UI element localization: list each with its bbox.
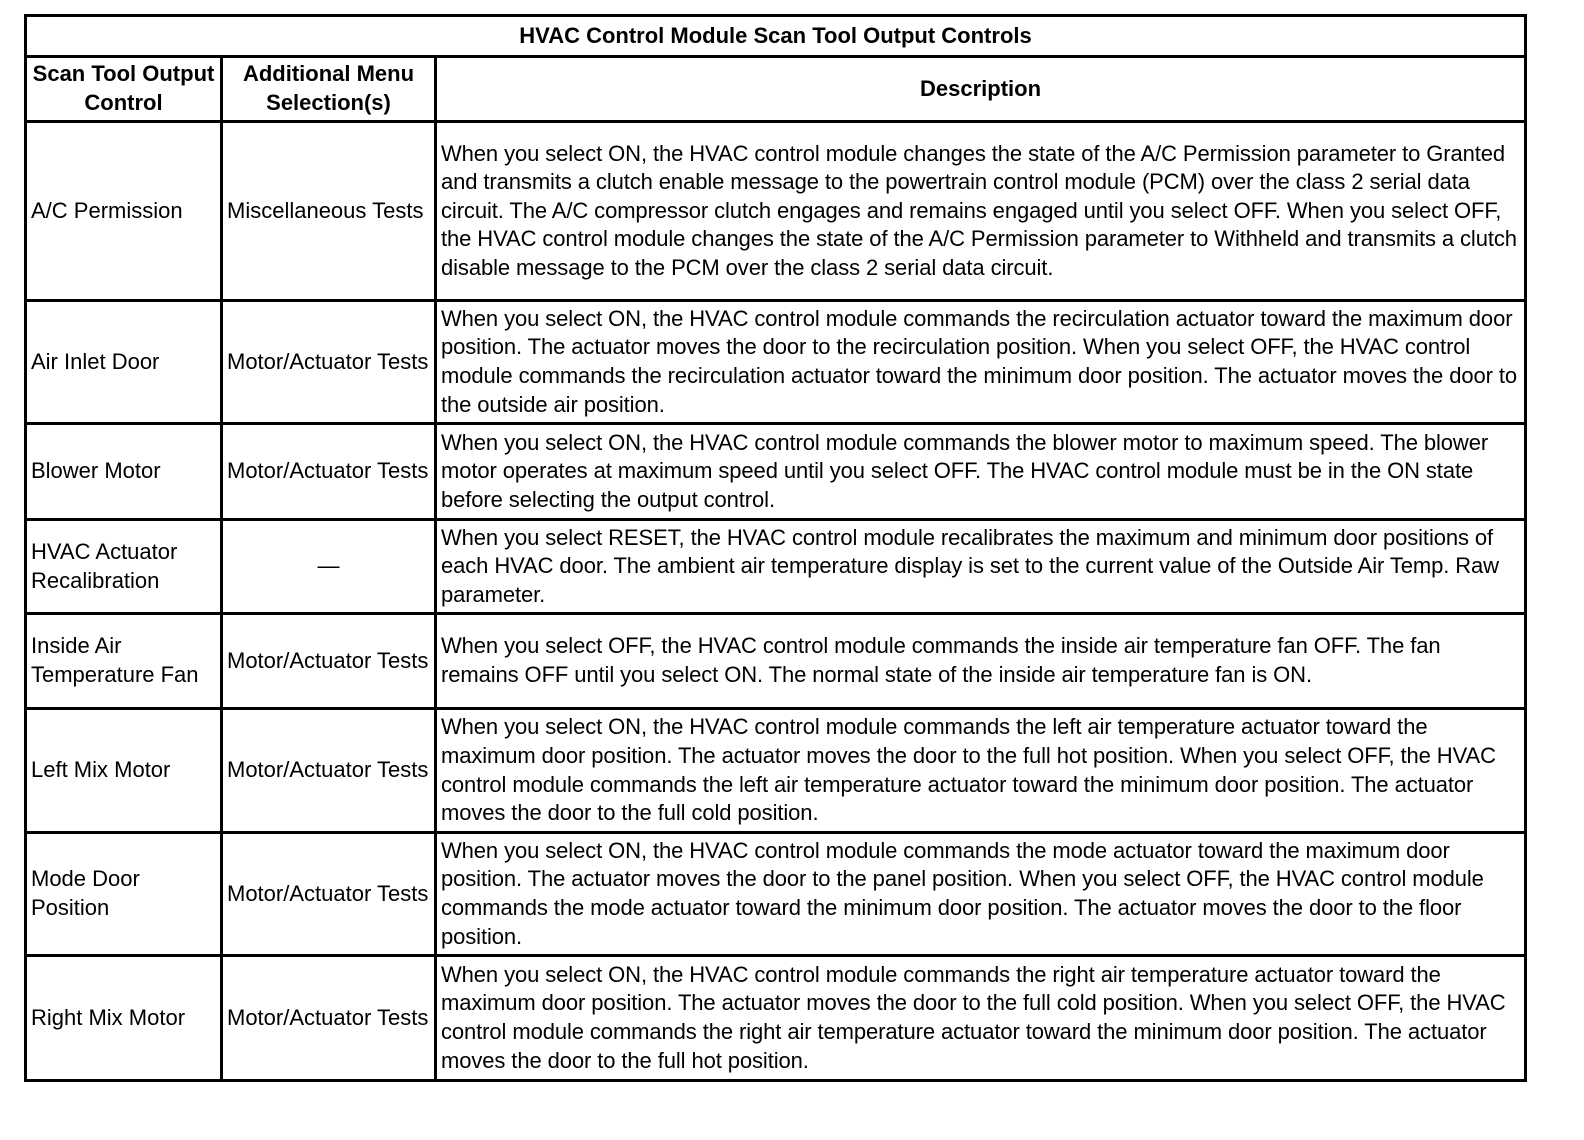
header-description: Description — [436, 57, 1526, 122]
header-menu-selection: Additional Menu Selection(s) — [222, 57, 436, 122]
table-title: HVAC Control Module Scan Tool Output Controls — [26, 16, 1526, 57]
menu-selection-cell: Motor/Actuator Tests — [222, 424, 436, 520]
menu-selection-cell: Motor/Actuator Tests — [222, 614, 436, 709]
menu-selection-cell: Miscellaneous Tests — [222, 122, 436, 301]
table-row — [26, 709, 1526, 833]
output-control-cell: Blower Motor — [26, 424, 222, 520]
output-control-cell: Right Mix Motor — [26, 956, 222, 1081]
table-row — [26, 520, 1526, 614]
description-cell: When you select ON, the HVAC control module commands the recirculation actuator toward the maximum door position. The actuator moves the door to the recirculation position. When you select OFF, the HVAC control module commands the recirculation actuator toward the minimum door position. The actuator moves the door to the outside air position. — [436, 301, 1526, 424]
menu-selection-cell: Motor/Actuator Tests — [222, 709, 436, 833]
table-row — [26, 956, 1526, 1081]
description-cell: When you select ON, the HVAC control module commands the mode actuator toward the maximum door position. The actuator moves the door to the panel position. When you select OFF, the HVAC control module commands the mode actuator toward the minimum door position. The actuator moves the door to the floor position. — [436, 833, 1526, 956]
table-row — [26, 424, 1526, 520]
menu-selection-cell: Motor/Actuator Tests — [222, 301, 436, 424]
output-control-cell: Inside Air Temperature Fan — [26, 614, 222, 709]
header-output-control: Scan Tool Output Control — [26, 57, 222, 122]
menu-selection-cell: Motor/Actuator Tests — [222, 833, 436, 956]
output-control-cell: Mode Door Position — [26, 833, 222, 956]
output-control-cell: A/C Permission — [26, 122, 222, 301]
output-controls-table — [24, 14, 1527, 1082]
output-control-cell: Left Mix Motor — [26, 709, 222, 833]
output-control-cell: Air Inlet Door — [26, 301, 222, 424]
description-cell: When you select OFF, the HVAC control module commands the inside air temperature fan OFF. The fan remains OFF until you select ON. The normal state of the inside air temperature fan is ON. — [436, 614, 1526, 709]
menu-selection-cell: Motor/Actuator Tests — [222, 956, 436, 1081]
table-row — [26, 833, 1526, 956]
table-row — [26, 122, 1526, 301]
title-row — [26, 16, 1526, 57]
description-cell: When you select RESET, the HVAC control module recalibrates the maximum and minimum door positions of each HVAC door. The ambient air temperature display is set to the current value of the Outside Air Temp. Raw parameter. — [436, 520, 1526, 614]
header-row — [26, 57, 1526, 122]
table-row — [26, 301, 1526, 424]
output-control-cell: HVAC Actuator Recalibration — [26, 520, 222, 614]
table-row — [26, 614, 1526, 709]
description-cell: When you select ON, the HVAC control module commands the right air temperature actuator toward the maximum door position. The actuator moves the door to the full cold position. When you select OFF, the HVAC control module commands the right air temperature actuator toward the minimum door position. The actuator moves the door to the full hot position. — [436, 956, 1526, 1081]
description-cell: When you select ON, the HVAC control module commands the left air temperature actuator toward the maximum door position. The actuator moves the door to the full hot position. When you select OFF, the HVAC control module commands the left air temperature actuator toward the minimum door position. The actuator moves the door to the full cold position. — [436, 709, 1526, 833]
description-cell: When you select ON, the HVAC control module commands the blower motor to maximum speed. The blower motor operates at maximum speed until you select OFF. The HVAC control module must be in the ON state before selecting the output control. — [436, 424, 1526, 520]
description-cell: When you select ON, the HVAC control module changes the state of the A/C Permission parameter to Granted and transmits a clutch enable message to the powertrain control module (PCM) over the class 2 serial data circuit. The A/C compressor clutch engages and remains engaged until you select OFF. When you select OFF, the HVAC control module changes the state of the A/C Permission parameter to Withheld and transmits a clutch disable message to the PCM over the class 2 serial data circuit. — [436, 122, 1526, 301]
menu-selection-cell: — — [222, 520, 436, 614]
